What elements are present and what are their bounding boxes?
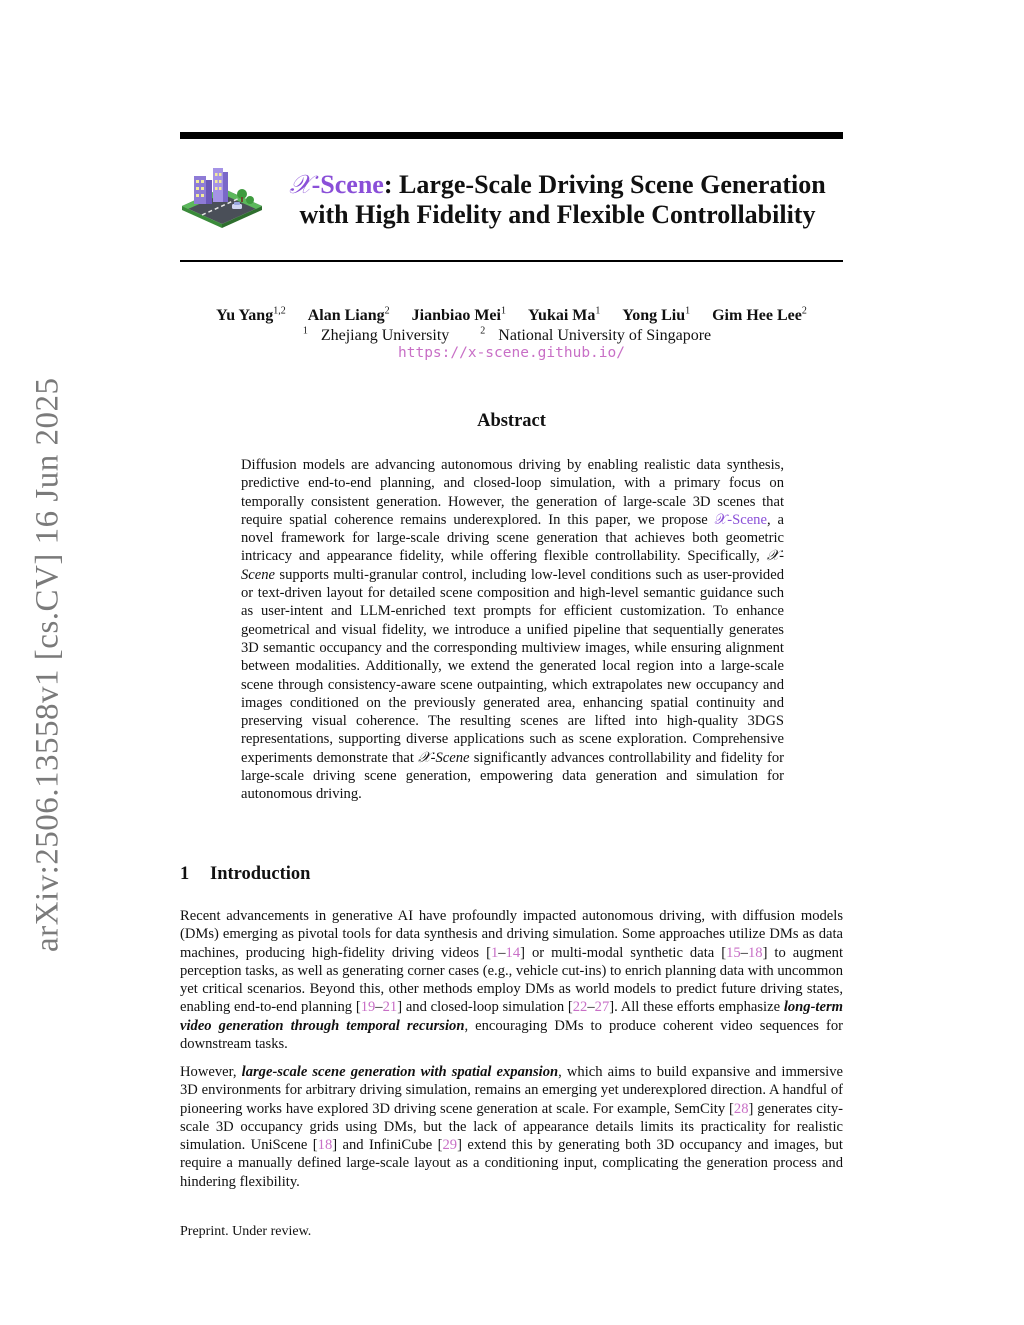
- author: Yukai Ma$^1$: [527, 305, 601, 324]
- citation-link[interactable]: 14: [505, 944, 521, 961]
- paragraph-text: ] to augment perception tasks, as well as generating corner cases (e.g., vehicle cut-ins) to enrich planning data with uncommon yet critical scenarios. Beyond this, other methods employ DMs as world models to predict future driving states, enabling end-to-end planning [: [180, 944, 843, 1016]
- author: Alan Liang$^2$: [307, 305, 390, 324]
- affiliation: $^1$ Zhejiang University: [302, 325, 450, 344]
- affiliation-list: [180, 326, 843, 346]
- title-name-suffix: -Scene: [311, 170, 384, 199]
- paragraph-text: Recent advancements in generative AI have profoundly impacted autonomous driving, with diffusion models (DMs) emerging as pivotal tools for data synthesis and driving simulation. Some approaches utilize DMs as data machines, producing high-fidelity driving videos [: [180, 908, 843, 961]
- abstract-text: significantly advances controllability and fidelity for large-scale driving scene generation, empowering data generation and simulation for autonomous driving.: [241, 749, 784, 803]
- author: Yu Yang$^{1,2}$: [216, 305, 286, 324]
- title-x-symbol: 𝒳: [289, 170, 312, 200]
- paper-title: [272, 170, 843, 230]
- title-line-1: [272, 170, 843, 200]
- author: Gim Hee Lee$^2$: [712, 305, 807, 324]
- paragraph-text: –: [587, 999, 595, 1016]
- title-line-2: with High Fidelity and Flexible Controllability: [299, 200, 816, 229]
- citation-link[interactable]: 22: [572, 999, 588, 1016]
- section-number: 1: [180, 864, 190, 884]
- paragraph-text: However,: [180, 1064, 242, 1080]
- title-top-rule: [180, 132, 843, 139]
- citation-link[interactable]: 1: [490, 944, 499, 961]
- abstract-heading: Abstract: [477, 411, 546, 431]
- abstract-text: , a novel framework for large-scale driving scene generation that achieves both geometric intricacy and appearance fidelity, while offering flexible controllability. Specifically,: [241, 511, 785, 565]
- emphasis-text: long-term video generation through temporal recursion: [180, 999, 843, 1034]
- paragraph-text: ] extend this by generating both 3D occupancy and images, but require a manually defined large-scale layout as a conditioning input, complicating the generation process and hindering flexibility.: [180, 1137, 843, 1190]
- footer-note: Preprint. Under review.: [180, 1224, 312, 1239]
- citation-link[interactable]: 28: [733, 1100, 749, 1117]
- citation-link[interactable]: 18: [317, 1137, 333, 1154]
- author-list: [180, 306, 843, 326]
- citation-link[interactable]: 18: [747, 944, 763, 961]
- method-name-link[interactable]: 𝒳-Scene: [714, 511, 767, 528]
- citation-link[interactable]: 19: [360, 999, 376, 1016]
- method-name-italic: 𝒳-Scene: [418, 749, 470, 766]
- affiliation: $^2$ National University of Singapore: [480, 325, 712, 344]
- method-name-italic: 𝒳-Scene: [241, 548, 784, 583]
- city-scene-logo-icon: [180, 164, 264, 230]
- paragraph-text: –: [498, 944, 506, 961]
- citation-link[interactable]: 15: [726, 944, 741, 961]
- title-line-1-rest: : Large-Scale Driving Scene Generation: [383, 170, 826, 199]
- title-method-name: [289, 170, 384, 199]
- section-title: Introduction: [210, 864, 311, 884]
- section-heading-introduction: [180, 864, 843, 885]
- paragraph-text: ]. All these efforts emphasize: [609, 999, 784, 1016]
- author: Jianbiao Mei$^1$: [411, 305, 506, 324]
- author: Yong Liu$^1$: [622, 305, 691, 324]
- arxiv-identifier-stamp: arXiv:2506.13558v1 [cs.CV] 16 Jun 2025: [29, 377, 66, 953]
- abstract-text: supports multi-granular control, including low-level conditions such as user-provided or text-driven layout for detailed scene composition and high-level semantic guidance such as user-intent and LLM-enriched text prompts for efficient customization. To enhance geometrical and visual fidelity, we introduce a unified pipeline that sequentially generates 3D semantic occupancy and the corresponding multiview images, while ensuring alignment between modalities. Additionally, we extend the generated local region into a large-scale scene through consistency-aware scene outpainting, which extrapolates new occupancy and images conditioned on the previously generated area, enhancing spatial continuity and preserving visual coherence. The resulting scenes are lifted into high-quality 3DGS representations, supporting diverse applications such as scene exploration. Comprehensive experiments demonstrate that: [241, 566, 784, 766]
- paragraph-text: ] and InfiniCube [: [332, 1137, 443, 1154]
- title-bottom-rule: [180, 260, 843, 262]
- citation-link[interactable]: 29: [442, 1137, 458, 1154]
- citation-link[interactable]: 27: [594, 999, 610, 1016]
- paragraph-text: , encouraging DMs to produce coherent video sequences for downstream tasks.: [180, 1017, 843, 1053]
- paragraph-text: , which aims to build expansive and immersive 3D environments for arbitrary driving simulation, remains an emerging yet underexplored direction. A handful of pioneering works have explored 3D driving scene generation at scale. For example, SemCity [: [180, 1064, 843, 1117]
- paragraph-text: ] generates city-scale 3D occupancy grids using DMs, but the lack of appearance details limits its practicality for realistic simulation. UniScene [: [180, 1100, 843, 1154]
- citation-link[interactable]: 21: [382, 999, 398, 1016]
- paragraph-text: ] or multi-modal synthetic data [: [520, 944, 727, 961]
- intro-paragraph-2: [180, 1063, 843, 1191]
- paragraph-text: ] and closed-loop simulation [: [397, 999, 573, 1016]
- paragraph-text: –: [375, 999, 383, 1016]
- emphasis-text: large-scale scene generation with spatial expansion: [241, 1064, 559, 1080]
- paragraph-text: –: [740, 944, 748, 961]
- project-url-link[interactable]: https://x-scene.github.io/: [398, 345, 625, 361]
- abstract-text: Diffusion models are advancing autonomous driving by enabling realistic data synthesis, predictive end-to-end planning, and closed-loop simulation, with a primary focus on temporally consistent generation. However, the generation of large-scale 3D scenes that require spatial coherence remains underexplored. In this paper, we propose: [241, 457, 784, 528]
- intro-paragraph-1: [180, 907, 843, 1053]
- abstract-body: [241, 456, 784, 804]
